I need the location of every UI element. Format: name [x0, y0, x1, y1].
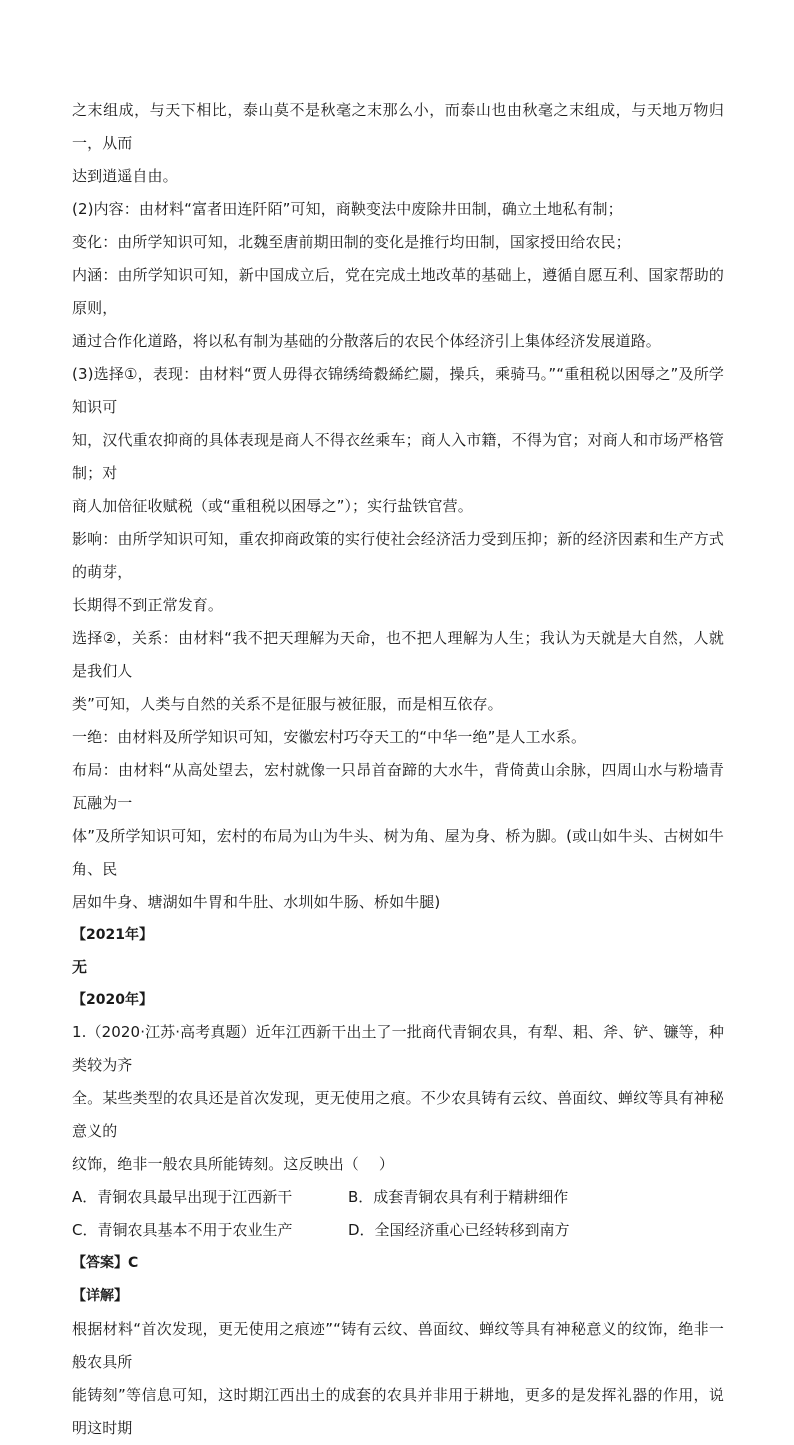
- year-heading-2021: 【2021年】: [72, 927, 153, 943]
- option-c: C．青铜农具基本不用于农业生产: [72, 1221, 293, 1239]
- part2-content: (2)内容：由材料“富者田连阡陌”可知，商鞅变法中废除井田制，确立土地私有制；: [72, 200, 623, 218]
- option-row: [72, 1214, 724, 1247]
- detail-label: 【详解】: [72, 1288, 128, 1304]
- part3-layout: 体”及所学知识可知，宏村的布局为山为牛头、树为角、屋为身、桥为脚。(或山如牛头、古树如牛角、民: [72, 827, 724, 878]
- part2-change: 变化：由所学知识可知，北魏至唐前期田制的变化是推行均田制，国家授田给农民；: [72, 233, 631, 251]
- detail-text: 能铸刻”等信息可知，这时期江西出土的成套的农具并非用于耕地，更多的是发挥礼器的作用，说明这时期: [72, 1386, 724, 1437]
- part3-impact: 长期得不到正常发育。: [72, 596, 224, 614]
- part3-impact: 影响：由所学知识可知，重农抑商政策的实行使社会经济活力受到压抑；新的经济因素和生产方式的萌芽，: [72, 530, 724, 581]
- part3-choice1: 商人加倍征收赋税（或“重租税以困辱之”）；实行盐铁官营。: [72, 497, 473, 515]
- part3-choice2: 选择②，关系：由材料“我不把天理解为天命，也不把人理解为人生；我认为天就是大自然，人就是我们人: [72, 629, 724, 680]
- part3-layout: 布局：由材料“从高处望去，宏村就像一只昂首奋蹄的大水牛，背倚黄山余脉，四周山水与粉墙青瓦融为一: [72, 761, 724, 812]
- question-text: 纹饰，绝非一般农具所能铸刻。这反映出（ ）: [72, 1155, 394, 1173]
- analysis-text: 之末组成，与天下相比，泰山莫不是秋毫之末那么小，而泰山也由秋毫之末组成，与天地万物归一，从而: [72, 101, 724, 152]
- part3-unique: 一绝：由材料及所学知识可知，安徽宏村巧夺天工的“中华一绝”是人工水系。: [72, 728, 587, 746]
- part3-layout: 居如牛身、塘湖如牛胃和牛肚、水圳如牛肠、桥如牛腿): [72, 893, 441, 911]
- document-page: [72, 94, 724, 1445]
- answer-label: 【答案】C: [72, 1255, 139, 1271]
- question-text: 全。某些类型的农具还是首次发现，更无使用之痕。不少农具铸有云纹、兽面纹、蝉纹等具有神秘意义的: [72, 1089, 724, 1140]
- option-row: [72, 1181, 724, 1214]
- part3-choice1: (3)选择①，表现：由材料“贾人毋得衣锦绣绮縠絺纻罽，操兵，乘骑马。”“重租税以困辱之”及所学知识可: [72, 365, 724, 416]
- analysis-text: 达到逍遥自由。: [72, 167, 178, 185]
- part2-meaning: 通过合作化道路，将以私有制为基础的分散落后的农民个体经济引上集体经济发展道路。: [72, 332, 661, 350]
- option-d: D．全国经济重心已经转移到南方: [348, 1221, 570, 1239]
- option-a: A．青铜农具最早出现于江西新干: [72, 1188, 293, 1206]
- part3-choice1: 知，汉代重农抑商的具体表现是商人不得衣丝乘车；商人入市籍，不得为官；对商人和市场严格管制；对: [72, 431, 724, 482]
- question-text: 1.（2020·江苏·高考真题）近年江西新干出土了一批商代青铜农具，有犁、耜、斧、铲、镰等，种类较为齐: [72, 1023, 724, 1074]
- none-text: 无: [72, 958, 88, 976]
- detail-text: 根据材料“首次发现，更无使用之痕迹”“铸有云纹、兽面纹、蝉纹等具有神秘意义的纹饰，绝非一般农具所: [72, 1320, 724, 1371]
- year-heading-2020: 【2020年】: [72, 992, 153, 1008]
- part3-choice2: 类”可知，人类与自然的关系不是征服与被征服，而是相互依存。: [72, 695, 503, 713]
- option-b: B．成套青铜农具有利于精耕细作: [348, 1188, 569, 1206]
- part2-meaning: 内涵：由所学知识可知，新中国成立后，党在完成土地改革的基础上，遵循自愿互利、国家帮助的原则，: [72, 266, 724, 317]
